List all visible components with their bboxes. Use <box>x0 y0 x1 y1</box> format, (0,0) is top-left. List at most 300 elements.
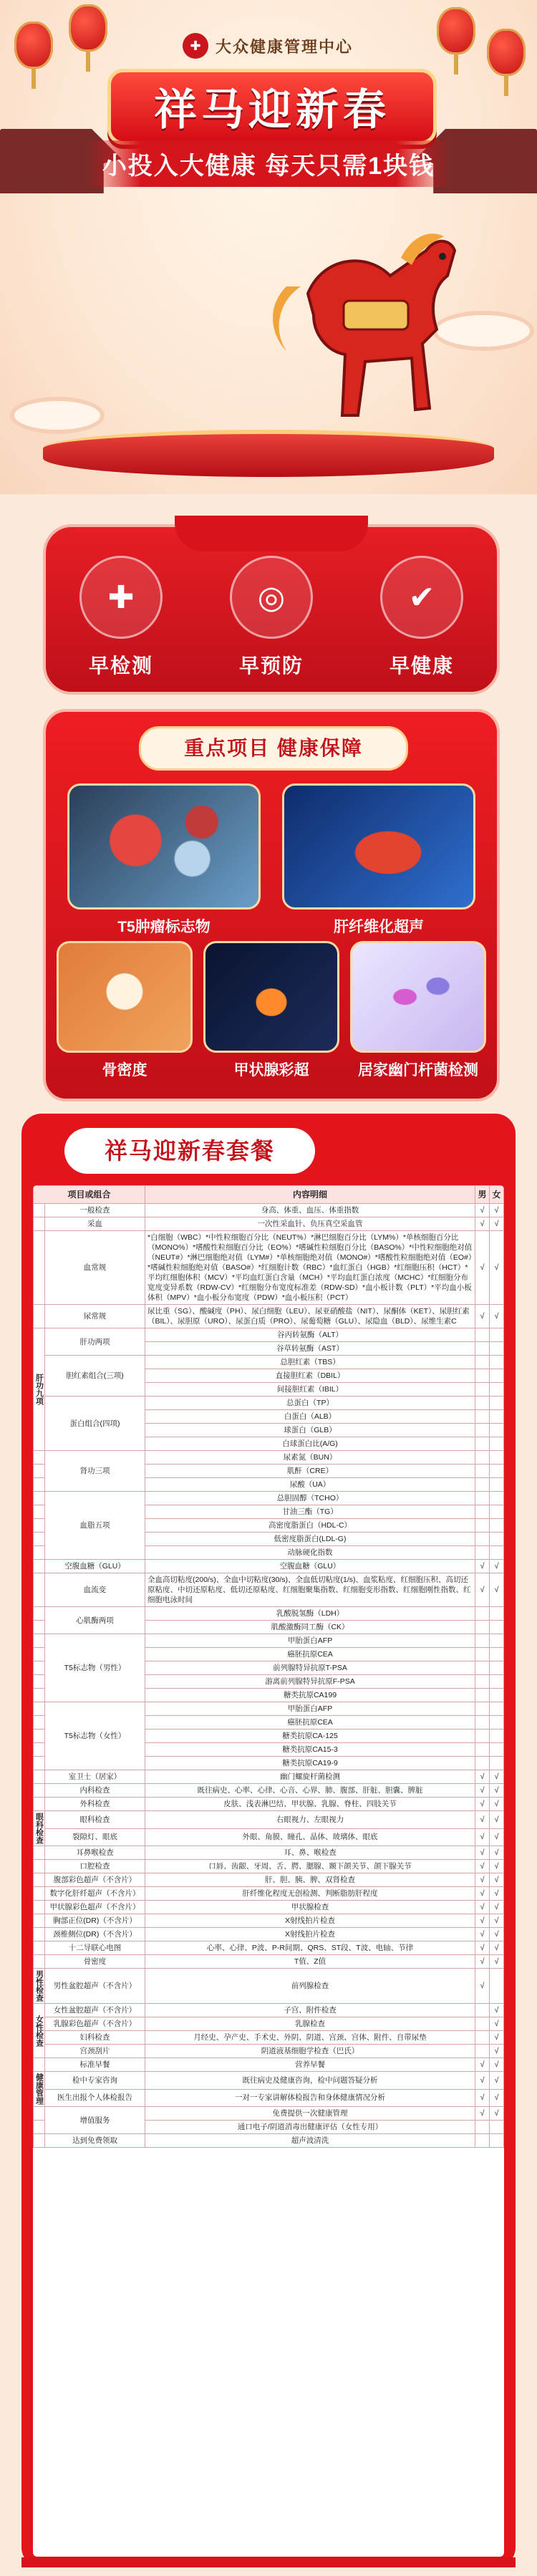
col-female-header: 女 <box>490 1186 504 1204</box>
male-check-cell: √ <box>475 1204 490 1217</box>
detail-cell: 前列腺特异抗原T-PSA <box>145 1661 475 1675</box>
male-check-cell <box>475 1648 490 1661</box>
featured-label: 肝纤维化超声 <box>334 919 424 935</box>
category-cell <box>34 1757 45 1770</box>
detail-cell: 糖类抗原CA199 <box>145 1689 475 1702</box>
male-check-cell: √ <box>475 1873 490 1887</box>
female-check-cell <box>490 1607 504 1621</box>
female-check-cell: √ <box>490 1901 504 1914</box>
male-check-cell <box>475 2045 490 2058</box>
item-cell: 医生出报个人体检报告 <box>45 2089 145 2107</box>
table-row <box>34 1941 504 1955</box>
table-row <box>34 2004 504 2017</box>
male-check-cell <box>475 1478 490 1492</box>
male-check-cell: √ <box>475 2058 490 2072</box>
featured-label: 居家幽门杆菌检测 <box>358 1062 478 1079</box>
category-cell <box>34 1887 45 1901</box>
item-cell: 肾功三项 <box>45 1451 145 1492</box>
female-check-cell <box>490 1757 504 1770</box>
target-icon: ◎ <box>230 556 313 639</box>
category-cell <box>34 1743 45 1757</box>
category-cell <box>34 1648 45 1661</box>
benefits-card <box>43 524 500 695</box>
table-header-row <box>34 1186 504 1204</box>
female-check-cell <box>490 1533 504 1546</box>
male-check-cell <box>475 1743 490 1757</box>
category-cell <box>34 1955 45 1969</box>
category-cell <box>34 1634 45 1648</box>
category-cell <box>34 1546 45 1560</box>
category-cell <box>34 1941 45 1955</box>
female-check-cell <box>490 1451 504 1465</box>
category-cell <box>34 1465 45 1478</box>
table-row <box>34 1860 504 1873</box>
female-check-cell: √ <box>490 1955 504 1969</box>
female-check-cell: √ <box>490 2004 504 2017</box>
female-check-cell <box>490 1716 504 1730</box>
table-row <box>34 1901 504 1914</box>
category-cell <box>34 1860 45 1873</box>
detail-cell: 超声波清洗 <box>145 2134 475 2148</box>
table-row <box>34 2089 504 2107</box>
table-row <box>34 1846 504 1860</box>
male-check-cell <box>475 1424 490 1437</box>
female-check-cell <box>490 1492 504 1505</box>
detail-cell: 既往病史、心率、心律、心音、心界、肺、腹部、肝脏、胆囊、脾脏 <box>145 1784 475 1798</box>
table-row <box>34 1396 504 1410</box>
category-cell <box>34 2134 45 2148</box>
category-cell <box>34 1784 45 1798</box>
category-cell <box>34 1217 45 1231</box>
item-cell: 男性盆腔超声（不含片） <box>45 1969 145 2004</box>
male-check-cell: √ <box>475 2072 490 2090</box>
item-cell: 乳腺彩色超声（不含片） <box>45 2017 145 2031</box>
female-check-cell <box>490 1730 504 1743</box>
male-check-cell <box>475 1465 490 1478</box>
table-row <box>34 2031 504 2045</box>
table-row <box>34 2072 504 2090</box>
detail-cell: 营养早餐 <box>145 2058 475 2072</box>
detail-cell: 尿素氮（BUN） <box>145 1451 475 1465</box>
male-check-cell: √ <box>475 1770 490 1784</box>
detail-cell: 低密度脂蛋白(LDL-G) <box>145 1533 475 1546</box>
male-check-cell <box>475 1396 490 1410</box>
item-cell: 肝功两项 <box>45 1328 145 1356</box>
item-cell: 达到免费领取 <box>45 2134 145 2148</box>
category-cell <box>34 1798 45 1811</box>
detail-cell: 甲胎蛋白AFP <box>145 1702 475 1716</box>
male-check-cell <box>475 1356 490 1369</box>
table-row <box>34 2045 504 2058</box>
lantern-icon <box>69 4 107 52</box>
item-cell: 空腹血糖（GLU） <box>45 1560 145 1573</box>
detail-cell: 糖类抗原CA19-9 <box>145 1757 475 1770</box>
male-check-cell: √ <box>475 1887 490 1901</box>
detail-cell: 动脉硬化指数 <box>145 1546 475 1560</box>
detail-cell: *白细胞（WBC）*中性粒细胞百分比（NEUT%）*淋巴细胞百分比（LYM%）*单核细胞百分比（MONO%）*嗜酸性粒细胞百分比（EO%）*嗜碱性粒细胞百分比（BASO%）*中性粒细胞绝对值（NEUT#）*淋巴细胞绝对值（LYM#）*单核细胞绝对值（MONO#）*嗜酸性粒细胞绝对值（EO#）*嗜碱性粒细胞绝对值（BASO#）*红细胞计数（RBC）*血红蛋白（HGB）*红细胞压积（HCT）*平均红细胞体积（MCV）*平均血红蛋白含量（MCH）*平均血红蛋白浓度（MCHC）*红细胞分布宽度变异系数（RDW-CV）*红细胞分布宽度标准差（RDW-SD）*血小板计数（PLT）*平均血小板体积（MPV）*血小板分布宽度（PDW）*血小板压积（PCT） <box>145 1231 475 1305</box>
table-row <box>34 2017 504 2031</box>
item-cell: 一般检查 <box>45 1204 145 1217</box>
table-row <box>34 1305 504 1328</box>
table-row <box>34 1231 504 1305</box>
item-cell: 血常规 <box>45 1231 145 1305</box>
male-check-cell <box>475 1342 490 1356</box>
category-cell <box>34 1702 45 1716</box>
male-check-cell <box>475 1546 490 1560</box>
female-check-cell: √ <box>490 2072 504 2090</box>
male-check-cell: √ <box>475 1217 490 1231</box>
male-check-cell <box>475 2031 490 2045</box>
table-row <box>34 1969 504 2004</box>
female-check-cell <box>490 2121 504 2134</box>
horse-illustration <box>258 208 494 444</box>
table-row <box>34 1770 504 1784</box>
male-check-cell <box>475 1757 490 1770</box>
female-check-cell: √ <box>490 1873 504 1887</box>
male-check-cell <box>475 1492 490 1505</box>
category-cell <box>34 1204 45 1217</box>
lantern-icon <box>437 7 475 54</box>
item-cell: 裂隙灯、眼底 <box>45 1828 145 1846</box>
item-cell: T5标志物（男性） <box>45 1634 145 1702</box>
cloud-decoration <box>14 401 100 430</box>
detail-cell: 甘油三酯（TG） <box>145 1505 475 1519</box>
detail-cell: 外眼、角膜、瞳孔、晶体、玻璃体、眼底 <box>145 1828 475 1846</box>
female-check-cell <box>490 1621 504 1634</box>
male-check-cell <box>475 1451 490 1465</box>
package-table-body <box>34 1204 504 2148</box>
item-cell: 耳鼻喉检查 <box>45 1846 145 1860</box>
category-cell <box>34 1928 45 1941</box>
female-check-cell: √ <box>490 1941 504 1955</box>
female-check-cell <box>490 1424 504 1437</box>
detail-cell: 月经史、孕产史、手术史、外阴、阴道、宫颈、宫体、附件、自带尿垫 <box>145 2031 475 2045</box>
male-check-cell <box>475 1437 490 1451</box>
table-row <box>34 1217 504 1231</box>
female-check-cell: √ <box>490 1914 504 1928</box>
male-check-cell <box>475 1634 490 1648</box>
category-cell <box>34 1914 45 1928</box>
detail-cell: X射线拍片检查 <box>145 1928 475 1941</box>
detail-cell: 谷草转氨酶（AST） <box>145 1342 475 1356</box>
male-check-cell: √ <box>475 1901 490 1914</box>
page-subtitle: 小投入大健康 每天只需1块钱 <box>86 140 451 187</box>
detail-cell: 皮肤、浅表淋巴结、甲状腺、乳腺、脊柱、四肢关节 <box>145 1798 475 1811</box>
female-check-cell <box>490 1546 504 1560</box>
female-check-cell: √ <box>490 1928 504 1941</box>
male-check-cell: √ <box>475 1955 490 1969</box>
category-cell <box>34 1451 45 1465</box>
item-cell: 尿常规 <box>45 1305 145 1328</box>
detail-cell: 总胆固醇（TCHO） <box>145 1492 475 1505</box>
detail-cell: 通口电子/阴道消毒出健康评估（女性专用） <box>145 2121 475 2134</box>
category-cell <box>34 1231 45 1305</box>
male-check-cell <box>475 1621 490 1634</box>
item-cell: 心肌酶两项 <box>45 1607 145 1634</box>
liver-image <box>282 783 475 910</box>
male-check-cell: √ <box>475 1828 490 1846</box>
female-check-cell: √ <box>490 1305 504 1328</box>
category-cell <box>34 1621 45 1634</box>
male-check-cell <box>475 1533 490 1546</box>
male-check-cell <box>475 1383 490 1396</box>
table-row <box>34 1798 504 1811</box>
table-row <box>34 1492 504 1505</box>
detail-cell: 直接胆红素（DBIL） <box>145 1369 475 1383</box>
table-row <box>34 1955 504 1969</box>
male-check-cell <box>475 1689 490 1702</box>
featured-label: T5肿瘤标志物 <box>117 919 211 935</box>
knee-joint-image <box>57 941 193 1053</box>
tumor-cells-image <box>67 783 261 910</box>
table-row <box>34 1607 504 1621</box>
brand-logo <box>183 30 354 62</box>
female-check-cell: √ <box>490 2017 504 2031</box>
category-cell <box>34 1689 45 1702</box>
table-row <box>34 1204 504 1217</box>
female-check-cell <box>490 1478 504 1492</box>
item-cell: 口腔检查 <box>45 1860 145 1873</box>
detail-cell: 肝、胆、胰、脾、双肾检查 <box>145 1873 475 1887</box>
female-check-cell: √ <box>490 2031 504 2045</box>
detail-cell: 总胆红素（TBS） <box>145 1356 475 1369</box>
detail-cell: 糖类抗原CA15-3 <box>145 1743 475 1757</box>
detail-cell: 白球蛋白比(A/G) <box>145 1437 475 1451</box>
detail-cell: 心率、心律、P波、P-R间期、QRS、ST段、T波、电轴、节律 <box>145 1941 475 1955</box>
category-cell: 眼科检查 <box>34 1811 45 1846</box>
package-table-sheet <box>33 1185 504 2557</box>
col-item-header: 项目或组合 <box>34 1186 145 1204</box>
female-check-cell: √ <box>490 2045 504 2058</box>
female-check-cell <box>490 1689 504 1702</box>
benefit-early-prevention <box>214 556 329 679</box>
table-row <box>34 1356 504 1369</box>
detail-cell: 总蛋白（TP） <box>145 1396 475 1410</box>
table-row <box>34 1328 504 1342</box>
detail-cell: T值、Z值 <box>145 1955 475 1969</box>
featured-liver-fibrosis <box>282 783 475 937</box>
logo-text: 大众健康管理中心 <box>216 37 354 57</box>
featured-label: 甲状腺彩超 <box>233 1062 309 1079</box>
detail-cell: 肝纤维化程度无创检测、判断脂肪肝程度 <box>145 1887 475 1901</box>
male-check-cell: √ <box>475 1846 490 1860</box>
col-male-header: 男 <box>475 1186 490 1204</box>
item-cell: 数字化肝纤超声（不含片） <box>45 1887 145 1901</box>
detail-cell: 免费提供一次健康管理 <box>145 2107 475 2121</box>
female-check-cell: √ <box>490 2089 504 2107</box>
male-check-cell <box>475 1369 490 1383</box>
category-cell <box>34 1675 45 1689</box>
detail-cell: 游离前列腺特异抗原F-PSA <box>145 1675 475 1689</box>
category-cell: 肝功九项 <box>34 1328 45 1451</box>
detail-cell: X射线拍片检查 <box>145 1914 475 1928</box>
male-check-cell <box>475 1519 490 1533</box>
male-check-cell <box>475 2134 490 2148</box>
female-check-cell <box>490 1634 504 1648</box>
male-check-cell: √ <box>475 1305 490 1328</box>
female-check-cell <box>490 1396 504 1410</box>
detail-cell: 子宫、附件检查 <box>145 2004 475 2017</box>
female-check-cell <box>490 1342 504 1356</box>
male-check-cell <box>475 1607 490 1621</box>
table-row <box>34 1702 504 1716</box>
male-check-cell: √ <box>475 1941 490 1955</box>
category-cell: 健康管理 <box>34 2072 45 2107</box>
benefit-label: 早检测 <box>88 655 153 677</box>
female-check-cell <box>490 1437 504 1451</box>
male-check-cell: √ <box>475 1969 490 2004</box>
detail-cell: 口唇、齿龈、牙周、舌、腭、腮腺、颞下颌关节、颌下腺关节 <box>145 1860 475 1873</box>
female-check-cell: √ <box>490 2107 504 2121</box>
hero-banner <box>0 0 537 494</box>
male-check-cell <box>475 1702 490 1716</box>
detail-cell: 全血高切粘度(200/s)、全血中切粘度(30/s)、全血低切粘度(1/s)、血浆粘度、红细胞压积、高切还原粘度、中切还原粘度、低切还原粘度、红细胞聚集指数、红细胞变形指数、红细胞刚性指数、红细胞电泳时间 <box>145 1573 475 1607</box>
package-card <box>21 1114 516 2567</box>
male-check-cell <box>475 1730 490 1743</box>
female-check-cell <box>490 1410 504 1424</box>
detail-cell: 尿比重（SG）、酸碱度（PH）、尿白细胞（LEU）、尿亚硝酸盐（NIT）、尿酮体（KET）、尿胆红素（BIL）、尿胆原（URO）、尿蛋白质（PRO）、尿葡萄糖（GLU）、尿隐血（BLD）、尿维生素C <box>145 1305 475 1328</box>
table-row <box>34 1811 504 1829</box>
featured-bone-density <box>57 941 193 1080</box>
featured-helicobacter <box>350 941 486 1080</box>
category-cell <box>34 1492 45 1505</box>
category-cell <box>34 1478 45 1492</box>
detail-cell: 既往病史及健康咨询，检中问题答疑分析 <box>145 2072 475 2090</box>
male-check-cell <box>475 1410 490 1424</box>
item-cell: 血流变 <box>45 1573 145 1607</box>
female-check-cell: √ <box>490 1828 504 1846</box>
table-row <box>34 2134 504 2148</box>
female-check-cell <box>490 1743 504 1757</box>
category-cell <box>34 1533 45 1546</box>
female-check-cell: √ <box>490 1798 504 1811</box>
detail-cell: 糖类抗原CA-125 <box>145 1730 475 1743</box>
item-cell: 妇科检查 <box>45 2031 145 2045</box>
item-cell: 蛋白组合(四项) <box>45 1396 145 1451</box>
category-cell <box>34 1573 45 1607</box>
bacteria-image <box>350 941 486 1053</box>
item-cell: 采血 <box>45 1217 145 1231</box>
lantern-icon <box>487 29 526 76</box>
item-cell: 甲状腺彩色超声（不含片） <box>45 1901 145 1914</box>
female-check-cell: √ <box>490 1887 504 1901</box>
female-check-cell <box>490 1519 504 1533</box>
table-row <box>34 1928 504 1941</box>
detail-cell: 白蛋白（ALB） <box>145 1410 475 1424</box>
male-check-cell: √ <box>475 2107 490 2121</box>
item-cell: 胆红素组合(三项) <box>45 1356 145 1396</box>
page-title: 祥马迎新春 <box>154 85 390 135</box>
category-cell <box>34 2121 45 2134</box>
category-cell <box>34 1661 45 1675</box>
category-cell <box>34 1730 45 1743</box>
item-cell: 十二导联心电图 <box>45 1941 145 1955</box>
detail-cell: 一次性采血针、负压真空采血管 <box>145 1217 475 1231</box>
item-cell: 腹部彩色超声（不含片） <box>45 1873 145 1887</box>
category-cell <box>34 1519 45 1533</box>
detail-cell: 耳、鼻、喉检查 <box>145 1846 475 1860</box>
table-row <box>34 1634 504 1648</box>
category-cell <box>34 1901 45 1914</box>
featured-tumor-markers <box>67 783 261 937</box>
female-check-cell: √ <box>490 1770 504 1784</box>
category-cell <box>34 1505 45 1519</box>
table-row <box>34 1451 504 1465</box>
category-cell <box>34 1305 45 1328</box>
category-cell: 男性检查 <box>34 1969 45 2004</box>
shield-check-icon: ✔ <box>380 556 463 639</box>
male-check-cell <box>475 2121 490 2134</box>
female-check-cell: √ <box>490 1204 504 1217</box>
item-cell: 室卫士（居家） <box>45 1770 145 1784</box>
stage-platform <box>43 430 494 477</box>
item-cell: 增值服务 <box>45 2107 145 2134</box>
item-cell: 内科检查 <box>45 1784 145 1798</box>
detail-cell: 幽门螺旋杆菌检测 <box>145 1770 475 1784</box>
female-check-cell: √ <box>490 2058 504 2072</box>
item-cell: 胸部正位(DR)（不含片） <box>45 1914 145 1928</box>
female-check-cell: √ <box>490 1231 504 1305</box>
male-check-cell <box>475 2004 490 2017</box>
male-check-cell: √ <box>475 1798 490 1811</box>
item-cell: T5标志物（女性） <box>45 1702 145 1770</box>
female-check-cell: √ <box>490 1573 504 1607</box>
female-check-cell: √ <box>490 1784 504 1798</box>
female-check-cell <box>490 1369 504 1383</box>
male-check-cell: √ <box>475 1784 490 1798</box>
table-row <box>34 1828 504 1846</box>
female-check-cell: √ <box>490 1846 504 1860</box>
detail-cell: 一对一专家讲解体检报告和身体健康情况分析 <box>145 2089 475 2107</box>
male-check-cell: √ <box>475 2089 490 2107</box>
female-check-cell: √ <box>490 1811 504 1829</box>
female-check-cell <box>490 1675 504 1689</box>
male-check-cell: √ <box>475 1914 490 1928</box>
detail-cell: 肌酸激酶同工酶（CK） <box>145 1621 475 1634</box>
item-cell: 外科检查 <box>45 1798 145 1811</box>
female-check-cell <box>490 1661 504 1675</box>
benefit-label: 早健康 <box>389 655 454 677</box>
male-check-cell: √ <box>475 1811 490 1829</box>
female-check-cell <box>490 1328 504 1342</box>
female-check-cell <box>490 1969 504 2004</box>
female-check-cell <box>490 1356 504 1369</box>
table-row <box>34 1914 504 1928</box>
featured-label: 骨密度 <box>102 1062 147 1079</box>
package-table <box>33 1185 504 2148</box>
male-check-cell <box>475 1328 490 1342</box>
detail-cell: 甲状腺检查 <box>145 1901 475 1914</box>
category-cell <box>34 1770 45 1784</box>
benefit-early-health <box>364 556 479 679</box>
item-cell: 标准早餐 <box>45 2058 145 2072</box>
item-cell: 眼科检查 <box>45 1811 145 1829</box>
title-plaque <box>107 69 437 145</box>
detail-cell: 谷丙转氨酶（ALT） <box>145 1328 475 1342</box>
table-row <box>34 1573 504 1607</box>
lantern-icon <box>14 21 53 69</box>
category-cell <box>34 1846 45 1860</box>
female-check-cell: √ <box>490 1217 504 1231</box>
detail-cell: 间接胆红素（IBIL） <box>145 1383 475 1396</box>
featured-thyroid <box>203 941 339 1080</box>
detail-cell: 尿酸（UA） <box>145 1478 475 1492</box>
detail-cell: 乳腺检查 <box>145 2017 475 2031</box>
detail-cell: 空腹血糖（GLU） <box>145 1560 475 1573</box>
male-check-cell: √ <box>475 1860 490 1873</box>
table-row <box>34 1873 504 1887</box>
detail-cell: 癌胚抗原CEA <box>145 1716 475 1730</box>
